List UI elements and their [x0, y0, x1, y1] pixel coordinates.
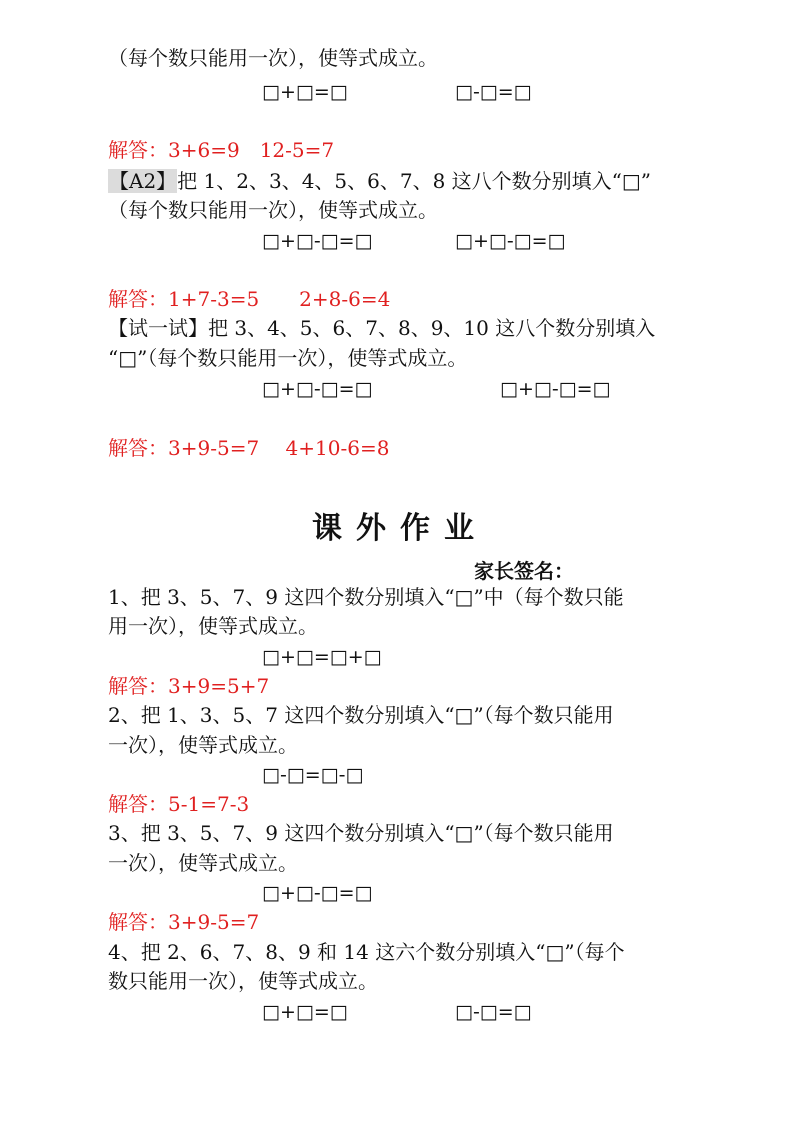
question-4: 4、把 2、6、7、8、9 和 14 这六个数分别填入“□”（每个: [108, 940, 625, 964]
equation: □-□=□: [455, 81, 532, 103]
equation: □-□=□: [455, 1001, 532, 1023]
answer-line: 解答：3+9-5=7 4+10-6=8: [108, 436, 390, 460]
equation: □+□=□+□: [262, 646, 382, 668]
text-line: （每个数只能用一次），使等式成立。: [108, 46, 438, 70]
equation: □+□-□=□: [262, 378, 373, 400]
question-3: 3、把 3、5、7、9 这四个数分别填入“□”（每个数只能用: [108, 821, 614, 845]
problem-text: 把 1、2、3、4、5、6、7、8 这八个数分别填入“□”: [177, 169, 652, 193]
equation: □+□=□: [262, 1001, 348, 1023]
text-line: 一次），使等式成立。: [108, 851, 298, 875]
equation: □-□=□-□: [262, 764, 364, 786]
question-1: 1、把 3、5、7、9 这四个数分别填入“□”中（每个数只能: [108, 585, 624, 609]
answer-line: 解答：3+6=9 12-5=7: [108, 138, 335, 162]
equation: □+□=□: [262, 81, 348, 103]
equation: □+□-□=□: [262, 882, 373, 904]
equation: □+□-□=□: [455, 230, 566, 252]
text-line: 数只能用一次），使等式成立。: [108, 969, 378, 993]
equation: □+□-□=□: [500, 378, 611, 400]
answer-line: 解答：1+7-3=5 2+8-6=4: [108, 287, 391, 311]
answer-line: 解答：3+9-5=7: [108, 910, 260, 934]
try-problem: 【试一试】把 3、4、5、6、7、8、9、10 这八个数分别填入: [108, 316, 656, 340]
homework-title: 课外作业: [312, 511, 488, 546]
equation: □+□-□=□: [262, 230, 373, 252]
text-line: 一次），使等式成立。: [108, 733, 298, 757]
problem-a2: [108, 167, 651, 195]
parent-signature-label: 家长签名：: [474, 559, 574, 583]
text-line: “□”（每个数只能用一次），使等式成立。: [108, 346, 468, 370]
answer-line: 解答：3+9=5+7: [108, 674, 270, 698]
answer-line: 解答：5-1=7-3: [108, 792, 250, 816]
question-2: 2、把 1、3、5、7 这四个数分别填入“□”（每个数只能用: [108, 703, 614, 727]
problem-tag: 【A2】: [109, 169, 177, 193]
text-line: （每个数只能用一次），使等式成立。: [108, 198, 438, 222]
text-line: 用一次），使等式成立。: [108, 614, 318, 638]
